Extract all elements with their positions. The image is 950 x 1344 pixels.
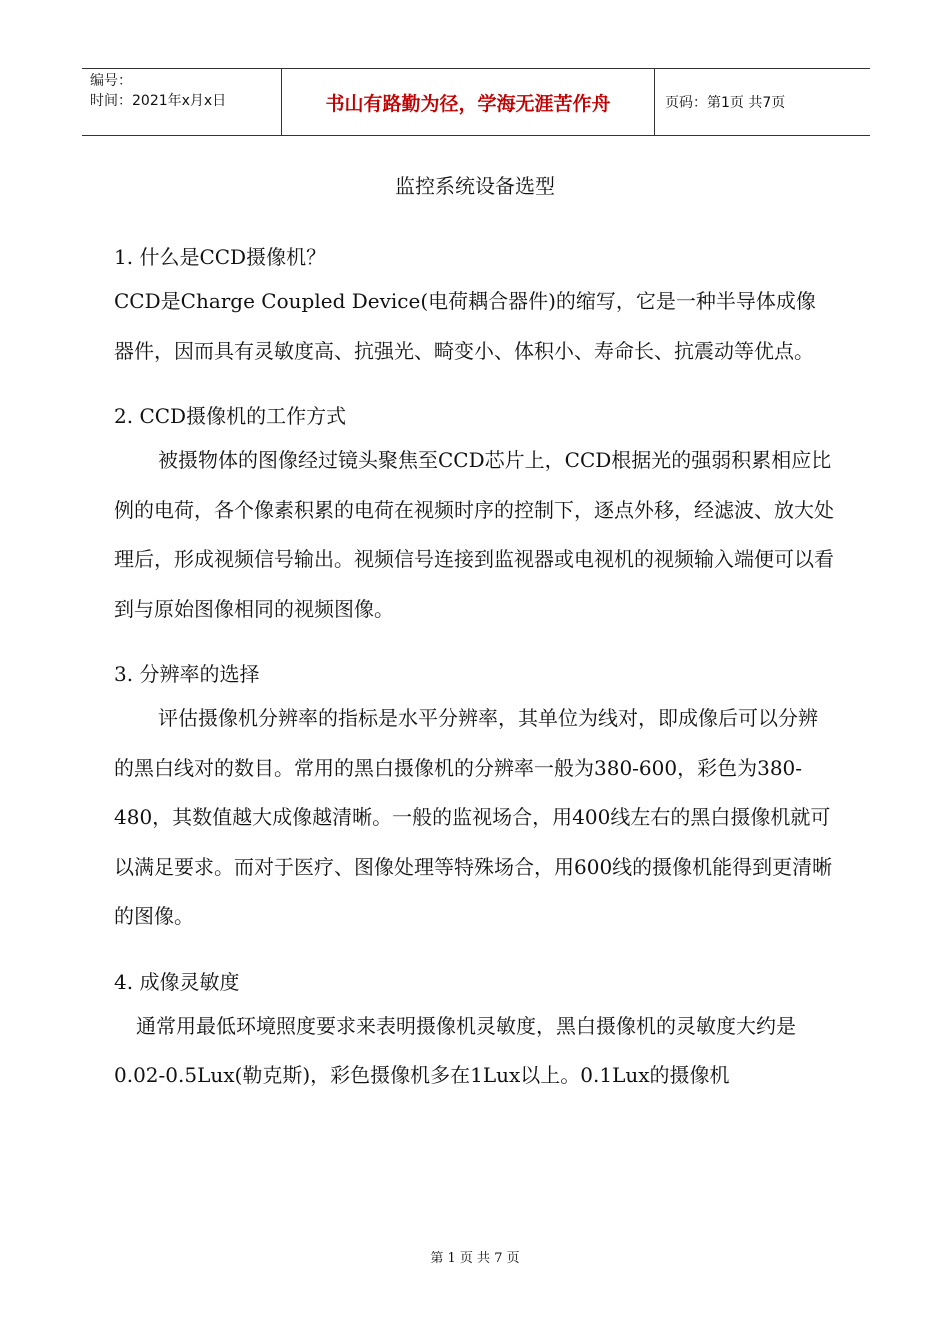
section-1: [114, 237, 834, 376]
document-title: 监控系统设备选型: [395, 174, 555, 198]
section-paragraph: 通常用最低环境照度要求来表明摄像机灵敏度，黑白摄像机的灵敏度大约是0.02-0.5Lux(勒克斯)，彩色摄像机多在1Lux以上。0.1Lux的摄像机: [114, 1013, 796, 1087]
section-paragraph: 评估摄像机分辨率的指标是水平分辨率，其单位为线对，即成像后可以分辨的黑白线对的数目。常用的黑白摄像机的分辨率一般为380-600，彩色为380-480，其数值越大成像越清晰。一般的监视场合，用400线左右的黑白摄像机就可以满足要求。而对于医疗、图像处理等特殊场合，用600线的摄像机能得到更清晰的图像。: [114, 706, 833, 928]
header-meta-cell: [82, 69, 282, 135]
section-heading: 3. 分辨率的选择: [114, 662, 260, 686]
section-4: [114, 962, 834, 1101]
header-motto: 书山有路勤为径，学海无涯苦作舟: [325, 92, 611, 115]
section-paragraph: 被摄物体的图像经过镜头聚焦至CCD芯片上，CCD根据光的强弱积累相应比例的电荷，各个像素积累的电荷在视频时序的控制下，逐点外移，经滤波、放大处理后，形成视频信号输出。视频信号连接到监视器或电视机的视频输入端便可以看到与原始图像相同的视频图像。: [114, 448, 834, 621]
section-heading: 1. 什么是CCD摄像机？: [114, 245, 327, 269]
section-3: [114, 654, 834, 942]
header-motto-cell: [282, 69, 655, 135]
header-page-info: 页码：第1页 共7页: [665, 95, 786, 111]
section-heading: 4. 成像灵敏度: [114, 969, 240, 994]
document-body: [114, 237, 834, 1101]
section-paragraph: CCD是Charge Coupled Device(电荷耦合器件)的缩写，它是一种半导体成像器件，因而具有灵敏度高、抗强光、畸变小、体积小、寿命长、抗震动等优点。: [114, 289, 816, 363]
document-date: 时间：2021年x月x日: [90, 93, 227, 109]
header-page-cell: [655, 69, 870, 135]
section-heading: 2. CCD摄像机的工作方式: [114, 404, 347, 428]
section-2: [114, 396, 834, 634]
document-number-label: 编号：: [90, 73, 132, 89]
page-footer: 第 1 页 共 7 页: [430, 1251, 520, 1266]
header-table: [82, 68, 870, 136]
